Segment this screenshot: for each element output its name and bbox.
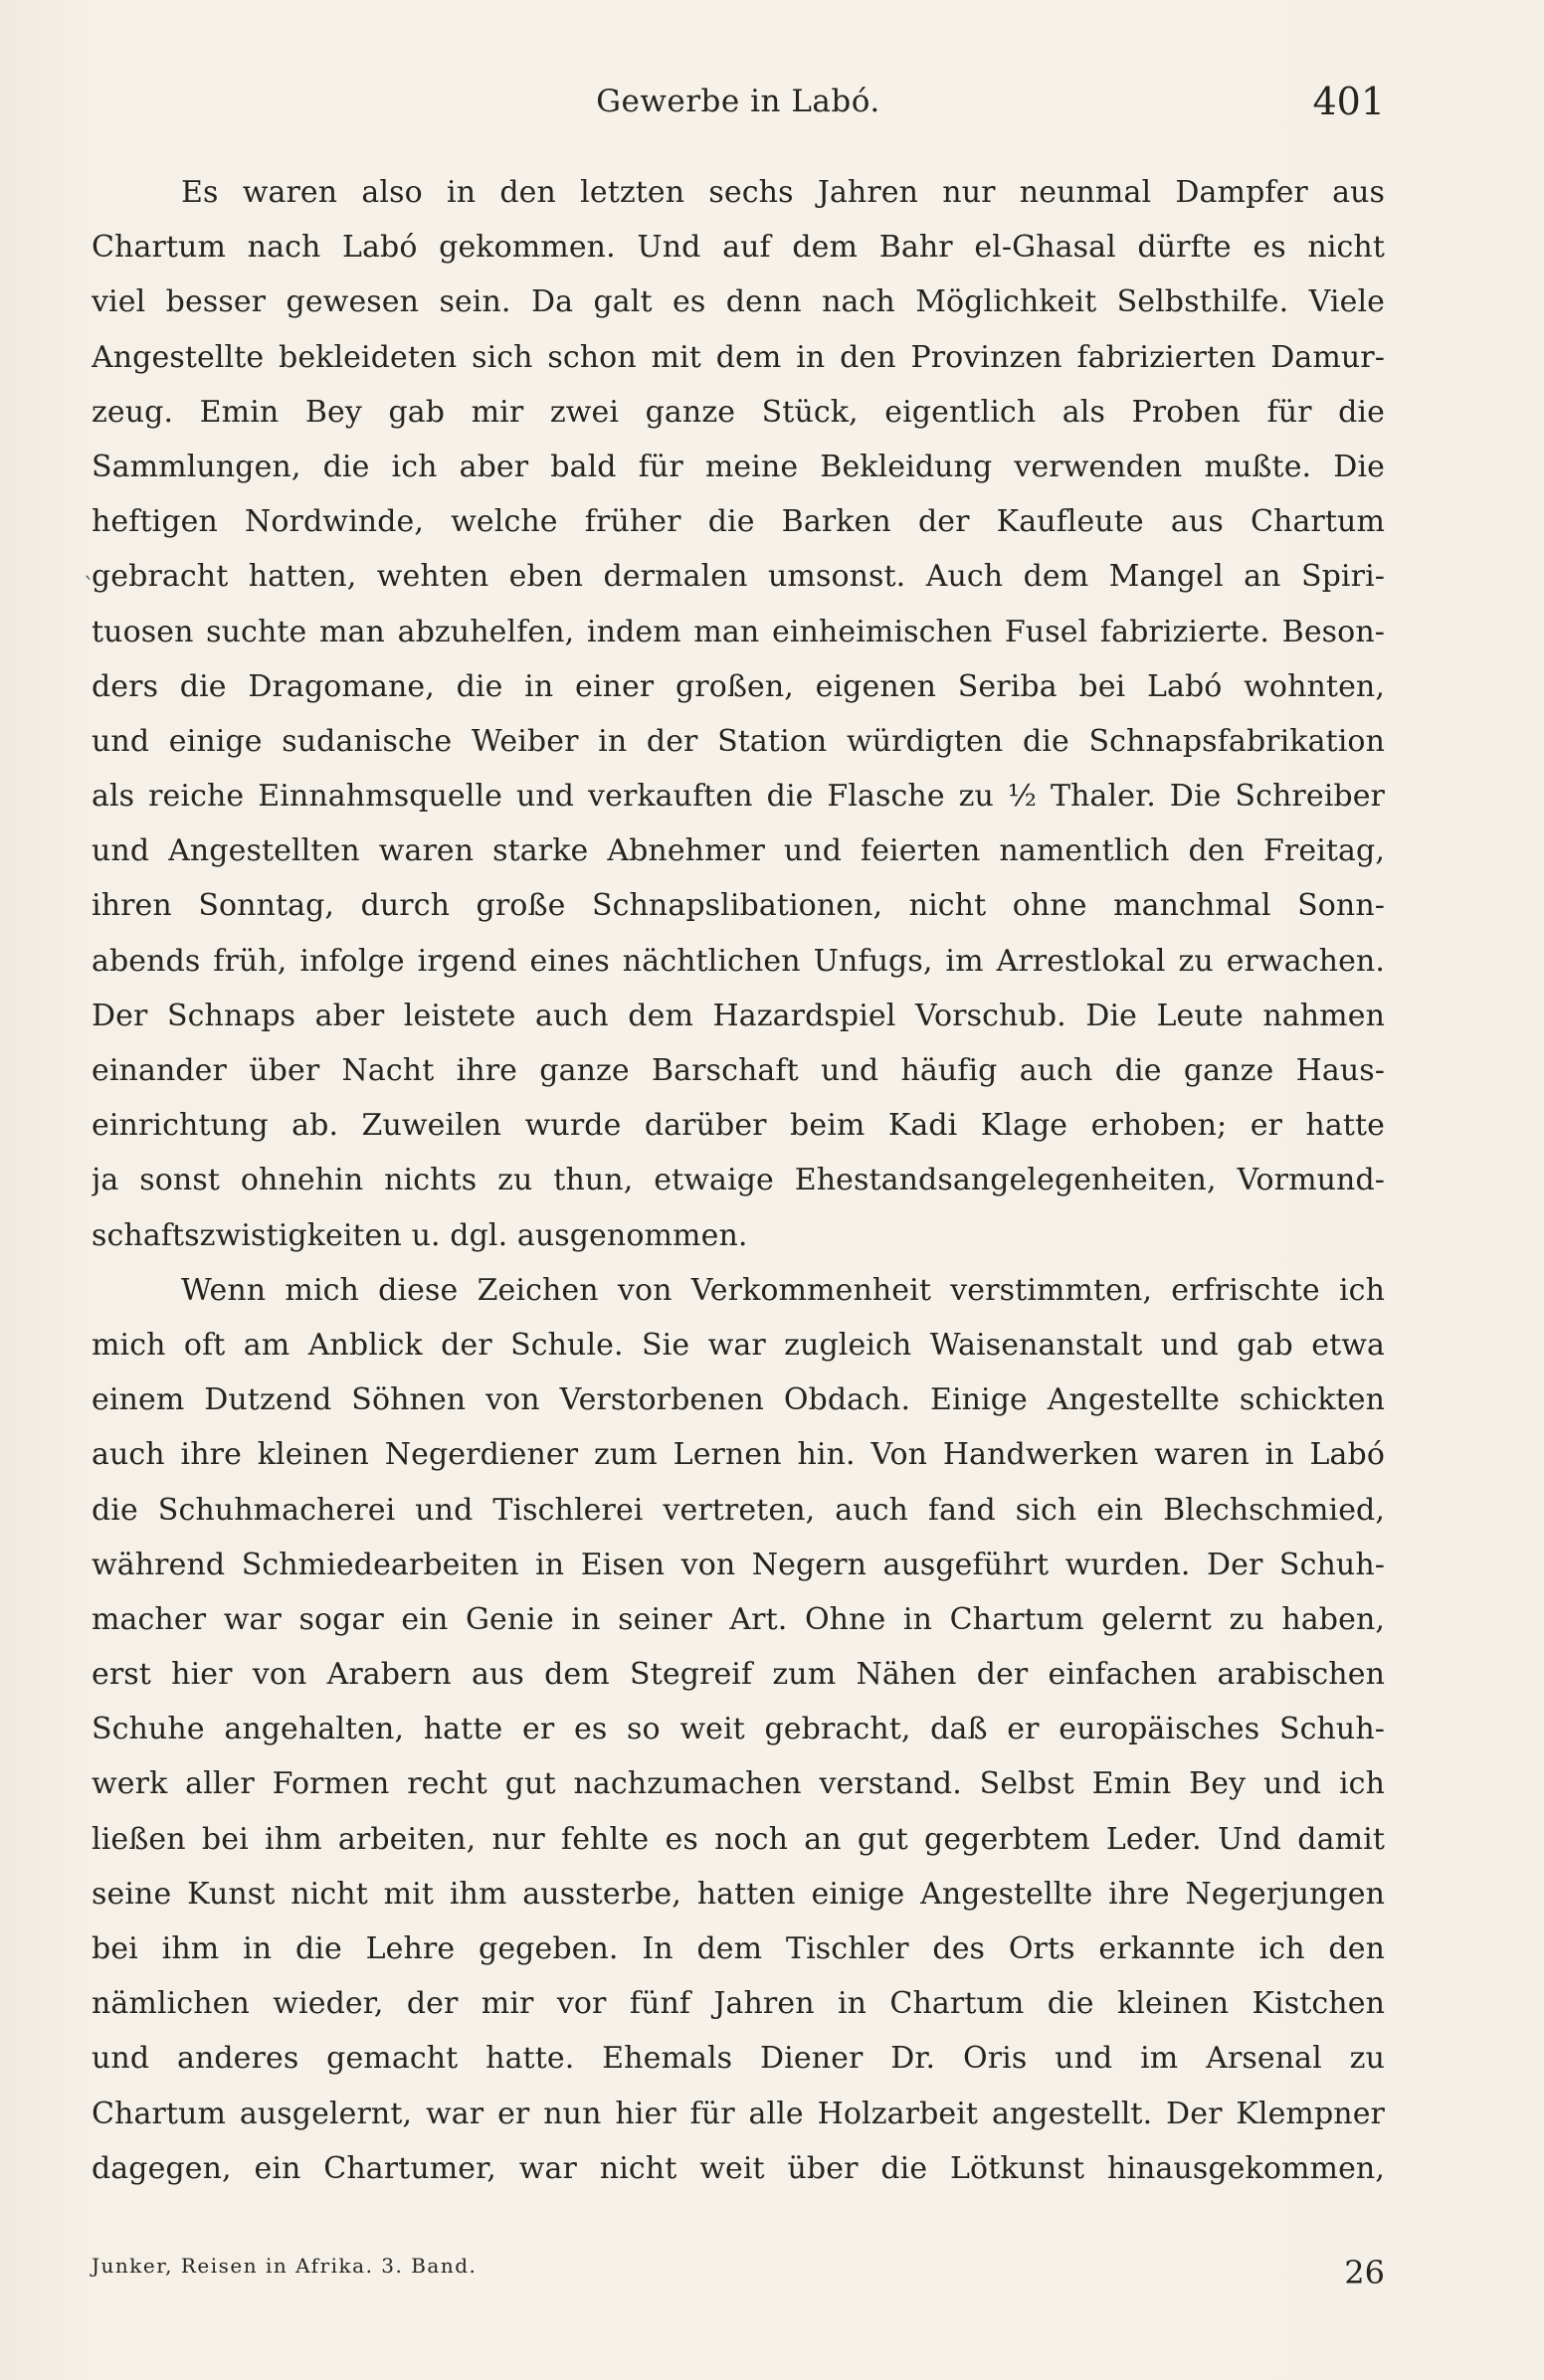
text-line: viel besser gewesen sein. Da galt es denn nach Möglichkeit Selbsthilfe. Viele xyxy=(92,284,1385,320)
text-line: Sammlungen, die ich aber bald für meine Bekleidung verwenden mußte. Die xyxy=(92,449,1385,484)
sheet-signature-number: 26 xyxy=(1344,2254,1385,2291)
text-line: gebracht hatten, wehten eben dermalen umsonst. Auch dem Mangel an Spiri- xyxy=(92,559,1385,595)
text-line: Es waren also in den letzten sechs Jahren nur neunmal Dampfer aus xyxy=(181,175,1385,210)
text-line: Wenn mich diese Zeichen von Verkommenheit verstimmten, erfrischte ich xyxy=(181,1272,1385,1308)
text-line: Chartum ausgelernt, war er nun hier für alle Holzarbeit angestellt. Der Klempner xyxy=(92,2096,1385,2131)
text-line: dagegen, ein Chartumer, war nicht weit über die Lötkunst hinausgekommen, xyxy=(92,2150,1385,2186)
text-line: die Schuhmacherei und Tischlerei vertreten, auch fand sich ein Blechschmied, xyxy=(92,1492,1385,1528)
text-line: ja sonst ohnehin nichts zu thun, etwaige Ehestandsangelegenheiten, Vormund- xyxy=(92,1163,1385,1198)
text-line: während Schmiedearbeiten in Eisen von Negern ausgeführt wurden. Der Schuh- xyxy=(92,1547,1385,1582)
paragraph-2 xyxy=(92,1263,1385,2196)
text-line: heftigen Nordwinde, welche früher die Barken der Kaufleute aus Chartum xyxy=(92,504,1385,540)
text-line: macher war sogar ein Genie in seiner Art. Ohne in Chartum gelernt zu haben, xyxy=(92,1601,1385,1637)
text-line: und Angestellten waren starke Abnehmer und feierten namentlich den Freitag, xyxy=(92,833,1385,869)
text-line: einem Dutzend Söhnen von Verstorbenen Obdach. Einige Angestellte schickten xyxy=(92,1382,1385,1418)
text-line: tuosen suchte man abzuhelfen, indem man einheimischen Fusel fabrizierte. Beson- xyxy=(92,614,1385,649)
text-line: ders die Dragomane, die in einer großen, eigenen Seriba bei Labó wohnten, xyxy=(92,668,1385,704)
text-line: ihren Sonntag, durch große Schnapslibationen, nicht ohne manchmal Sonn- xyxy=(92,888,1385,924)
text-line: Chartum nach Labó gekommen. Und auf dem Bahr el-Ghasal dürfte es nicht xyxy=(92,230,1385,266)
running-title: Gewerbe in Labó. xyxy=(596,84,880,119)
text-line: abends früh, infolge irgend eines nächtlichen Unfugs, im Arrestlokal zu erwachen. xyxy=(92,943,1385,979)
text-line: einrichtung ab. Zuweilen wurde darüber beim Kadi Klage erhoben; er hatte xyxy=(92,1108,1385,1144)
text-line: Schuhe angehalten, hatte er es so weit gebracht, daß er europäisches Schuh- xyxy=(92,1712,1385,1747)
text-line: und einige sudanische Weiber in der Station würdigten die Schnapsfabrikation xyxy=(92,723,1385,759)
page-number: 401 xyxy=(1312,80,1385,123)
page-footer xyxy=(92,2254,1385,2303)
text-line: seine Kunst nicht mit ihm aussterbe, hatten einige Angestellte ihre Negerjungen xyxy=(92,1876,1385,1912)
page-header xyxy=(92,78,1385,137)
text-line: und anderes gemacht hatte. Ehemals Diener Dr. Oris und im Arsenal zu xyxy=(92,2041,1385,2077)
text-line: Der Schnaps aber leistete auch dem Hazardspiel Vorschub. Die Leute nahmen xyxy=(92,998,1385,1033)
text-line: mich oft am Anblick der Schule. Sie war zugleich Waisenanstalt und gab etwa xyxy=(92,1327,1385,1363)
printer-signature: Junker, Reisen in Afrika. 3. Band. xyxy=(92,2254,478,2278)
text-line: schaftszwistigkeiten u. dgl. ausgenommen. xyxy=(92,1217,748,1253)
text-line: bei ihm in die Lehre gegeben. In dem Tischler des Orts erkannte ich den xyxy=(92,1931,1385,1966)
text-line: nämlichen wieder, der mir vor fünf Jahren in Chartum die kleinen Kistchen xyxy=(92,1986,1385,2022)
text-line: Angestellte bekleideten sich schon mit dem in den Provinzen fabrizierten Damur- xyxy=(92,339,1385,375)
text-line: auch ihre kleinen Negerdiener zum Lernen hin. Von Handwerken waren in Labó xyxy=(92,1437,1385,1473)
text-line: erst hier von Arabern aus dem Stegreif zum Nähen der einfachen arabischen xyxy=(92,1657,1385,1693)
text-line: ließen bei ihm arbeiten, nur fehlte es noch an gut gegerbtem Leder. Und damit xyxy=(92,1821,1385,1857)
text-line: zeug. Emin Bey gab mir zwei ganze Stück, eigentlich als Proben für die xyxy=(92,394,1385,430)
paragraph-1 xyxy=(92,165,1385,1263)
text-line: als reiche Einnahmsquelle und verkauften die Flasche zu ½ Thaler. Die Schreiber xyxy=(92,779,1385,815)
text-line: werk aller Formen recht gut nachzumachen verstand. Selbst Emin Bey und ich xyxy=(92,1766,1385,1802)
body-text xyxy=(92,165,1385,2196)
margin-mark: ˋ xyxy=(84,575,95,600)
text-line: einander über Nacht ihre ganze Barschaft und häufig auch die ganze Haus- xyxy=(92,1053,1385,1088)
